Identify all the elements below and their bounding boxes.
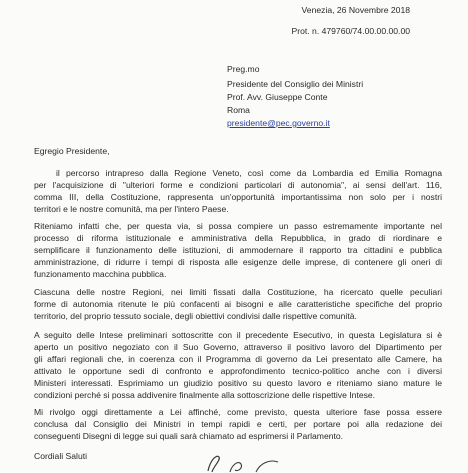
paragraph-1 xyxy=(34,168,442,216)
recipient-name: Prof. Avv. Giuseppe Conte xyxy=(227,92,328,102)
place-date: Venezia, 26 Novembre 2018 xyxy=(301,5,410,15)
paragraph-line: funzionamento macchina pubblica. xyxy=(34,268,167,279)
paragraph-line: Ministeri interessati. Esprimiamo un giudizio positivo su questo lavoro e riteniamo siano mature le xyxy=(34,377,442,388)
paragraph-line: conclusa dal Consiglio dei Ministri in tempi rapidi e certi, per portare poi alla redazione dei xyxy=(34,418,442,429)
paragraph-line: amministrazione, di ridurre i tempi di risposta alle esigenze delle imprese, di contenere gli oneri di xyxy=(34,256,442,267)
paragraph-line: Riteniamo infatti che, per questa via, si possa compiere un passo estremamente importante nel xyxy=(34,221,442,231)
paragraph-5 xyxy=(34,407,442,443)
protocol-number: Prot. n. 479760/74.00.00.00.00 xyxy=(291,26,410,36)
paragraph-line: Ciascuna delle nostre Regioni, nei limiti fissati dalla Costituzione, ha ricercato quelle peculiari xyxy=(34,287,442,297)
salutation: Egregio Presidente, xyxy=(34,146,110,156)
paragraph-2 xyxy=(34,221,442,281)
paragraph-line: territorio, del proprio tessuto sociale, degli obiettivi condivisi dalle rispettive comunità. xyxy=(34,310,357,321)
paragraph-line: territori e le nostre comunità, ma per l'intero Paese. xyxy=(34,203,229,214)
closing: Cordiali Saluti xyxy=(34,451,88,461)
paragraph-3 xyxy=(34,287,442,323)
paragraph-line: A seguito delle Intese preliminari sottoscritte con il precedente Esecutivo, in questa Legislatura si è xyxy=(34,330,442,340)
paragraph-line: gli affari regionali che, in coerenza con il Programma di governo da Lei presentato alle Camere, ha xyxy=(34,353,442,364)
paragraph-4 xyxy=(34,330,442,401)
paragraph-line: attivato le opportune sedi di confronto e approfondimento tecnico-politico anche con i diversi xyxy=(34,365,442,376)
paragraph-line: il percorso intrapreso dalla Regione Veneto, così come da Lombardia ed Emilia Romagna xyxy=(56,168,442,178)
paragraph-line: comma III, della Costituzione, rappresenta un'opportunità importantissima non solo per i nostri xyxy=(34,191,442,202)
paragraph-line: condizioni perché si possa addivenire finalmente alla sottoscrizione delle rispettive Intese. xyxy=(34,389,376,400)
recipient-office: Presidente del Consiglio dei Ministri xyxy=(227,79,364,89)
paragraph-line: semplificare il funzionamento delle istituzioni, di ammodernare il rapporto tra cittadini e pubblica xyxy=(34,244,442,255)
paragraph-line: forme di autonomia ritenute le più confacenti ai bisogni e alle caratteristiche specifiche del proprio xyxy=(34,298,442,309)
recipient-greeting: Preg.mo xyxy=(227,64,260,74)
paragraph-line: per l'acquisizione di "ulteriori forme e condizioni particolari di autonomia", ai sensi dell'art. 116, xyxy=(34,179,442,190)
recipient-email-link[interactable]: presidente@pec.governo.it xyxy=(227,118,330,128)
paragraph-line: conseguenti Disegni di legge sui quali sarà chiamato ad esprimersi il Parlamento. xyxy=(34,430,344,441)
paragraph-line: aperto un positivo negoziato con il Suo Governo, attraverso il positivo lavoro del Dipartimento per xyxy=(34,341,442,352)
recipient-city: Roma xyxy=(227,105,250,115)
paragraph-line: Mi rivolgo oggi direttamente a Lei affinché, come previsto, questa ulteriore fase possa essere xyxy=(34,407,442,417)
paragraph-line: processo di riforma istituzionale e amministrativa della Repubblica, in grado di riordinare e xyxy=(34,232,442,243)
handwritten-signature xyxy=(186,451,306,473)
